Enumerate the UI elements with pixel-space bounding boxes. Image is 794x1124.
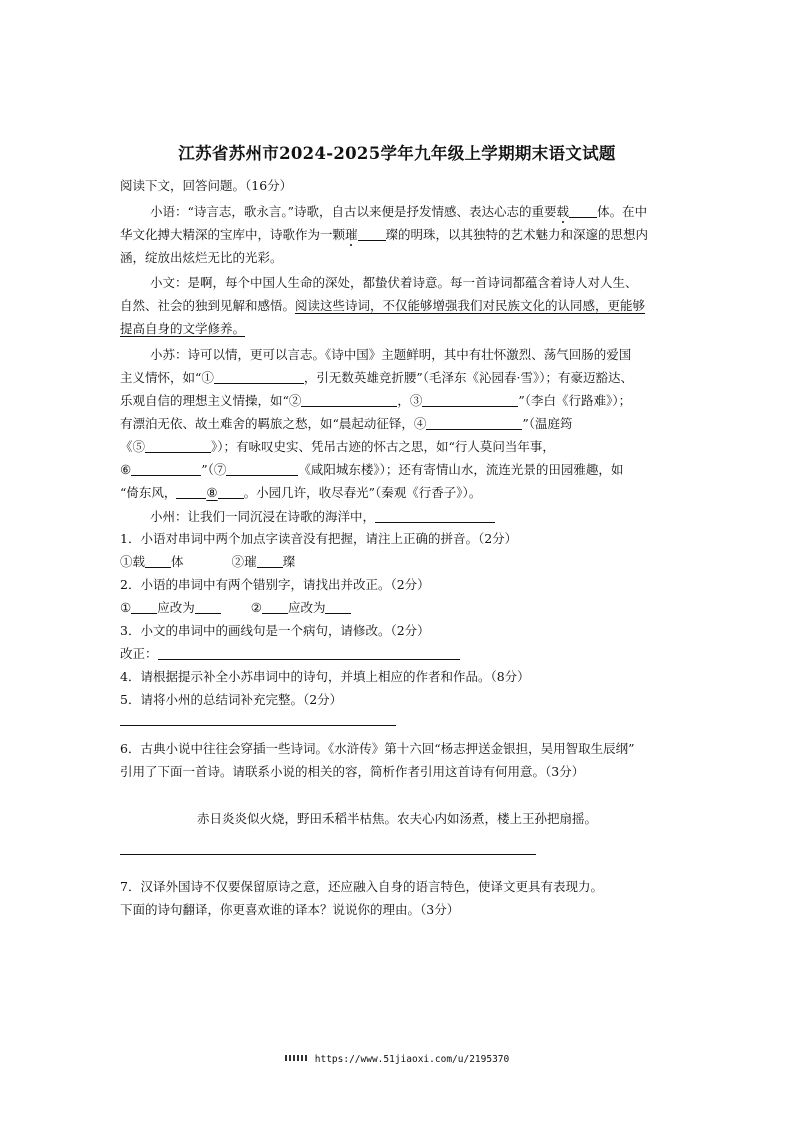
answer-2-blank-1[interactable] (131, 601, 157, 614)
p1-line-1: 小语：“诗言志，歌永言。”诗歌，自古以来便是抒发情感、表达心志的重要载 体。在中 (150, 204, 648, 219)
blank-3[interactable] (422, 394, 518, 407)
intro-instruction: 阅读下文，回答问题。（16分） (120, 178, 293, 193)
p3-line-4: 有漂泊无依、故土难舍的羁旅之愁，如“晨起动征铎，④ ”（温庭筠 (120, 416, 573, 431)
p3-line-1: 小苏：诗可以情，更可以言志。《诗中国》主题鲜明，其中有壮怀激烈、荡气回肠的爱国 (150, 347, 632, 362)
answer-6-line[interactable] (120, 854, 536, 855)
blank-8-marker: ⑧ (206, 485, 218, 500)
question-6-line-1: 6．古典小说中往往会穿插一些诗词。《水浒传》第十六回“杨志押送金银担，吴用智取生辰纲” (120, 741, 635, 756)
p2-line-1: 小文：是啊，每个中国人生命的深处，都蛰伏着诗意。每一首诗词都蕴含着诗人对人生、 (150, 275, 638, 290)
question-7-line-2: 下面的诗句翻译，你更喜欢谁的译本？说说你的理由。（3分） (120, 902, 460, 917)
p3-line-7: “倚东风， ⑧ 。小园几许，收尽春光”（秦观《行香子》）。 (120, 485, 482, 500)
blank-6[interactable] (131, 463, 201, 476)
question-3: 3．小文的串词中的画线句是一个病句，请修改。（2分） (120, 623, 430, 638)
blank-4[interactable] (426, 417, 522, 430)
answer-1-blank-1[interactable] (145, 555, 171, 568)
answer-3-blank[interactable] (158, 647, 460, 660)
answer-2: ① 应改为 ② 应改为 (120, 600, 351, 616)
footer-url[interactable]: https://www.51jiaoxi.com/u/2195370 (314, 1054, 510, 1065)
blank-pinyin-1 (569, 205, 597, 218)
blank-5[interactable] (145, 440, 211, 453)
p1-line-3: 涵，绽放出炫烂无比的光彩。 (120, 250, 283, 265)
footer-watermark (0, 1054, 794, 1065)
answer-2-blank-2[interactable] (195, 601, 221, 614)
blank-summary[interactable] (375, 510, 495, 523)
p3-line-2: 主义情怀，如“① ，引无数英雄竞折腰”（毛泽东《沁园春·雪》）；有豪迈豁达、 (120, 370, 634, 385)
p4-line: 小州：让我们一同沉浸在诗歌的海洋中， (150, 509, 495, 525)
answer-2-blank-3[interactable] (262, 601, 288, 614)
blank-8a[interactable] (176, 486, 206, 499)
blank-8b[interactable] (218, 486, 244, 499)
page-title: 江苏省苏州市2024-2025学年九年级上学期期末语文试题 (178, 144, 616, 163)
answer-3: 改正： (120, 646, 460, 662)
p2-line-3 (120, 321, 245, 337)
answer-1-blank-2[interactable] (257, 555, 283, 568)
question-5: 5．请将小州的总结词补充完整。（2分） (120, 692, 343, 707)
answer-2-blank-4[interactable] (325, 601, 351, 614)
dotted-char-2: 璀 (345, 227, 358, 242)
answer-5-line[interactable] (120, 725, 396, 726)
blank-7[interactable] (226, 463, 298, 476)
p1-line-2: 华文化搏大精深的宝库中，诗歌作为一颗璀 璨的明珠，以其独特的艺术魅力和深邃的思想内 (120, 227, 649, 242)
underlined-sentence-cont: 提高自身的文学修养。 (120, 321, 246, 336)
p2-line-2: 自然、社会的独到见解和感悟。阅读这些诗词，不仅能够增强我们对民族文化的认同感，更能够 (120, 298, 646, 313)
blank-2[interactable] (301, 394, 397, 407)
p3-line-3: 乐观自信的理想主义情操，如“② ，③ ”（李白《行路难》）； (120, 393, 632, 408)
question-6-line-2: 引用了下面一首诗。请联系小说的相关的容，简析作者引用这首诗有何用意。（3分） (120, 764, 585, 779)
underlined-sentence: 阅读这些诗词，不仅能够增强我们对民族文化的认同感，更能够 (295, 298, 646, 313)
p3-line-6: ⑥ ”（⑦ 《咸阳城东楼》）；还有寄情山水，流连光景的田园雅趣，如 (120, 462, 624, 477)
question-4: 4．请根据提示补全小苏串词中的诗句，并填上相应的作者和作品。（8分） (120, 669, 530, 684)
question-2: 2．小语的串词中有两个错别字，请找出并改正。（2分） (120, 577, 430, 592)
dotted-char-1: 载 (556, 204, 570, 219)
answer-1: ①载 体 ②璀 璨 (120, 554, 296, 569)
blank-pinyin-2 (358, 228, 386, 241)
blank-1[interactable] (214, 371, 304, 384)
question-7-line-1: 7．汉译外国诗不仅要保留原诗之意，还应融入自身的语言特色，使译文更具有表现力。 (120, 879, 603, 894)
site-logo-icon (285, 1055, 309, 1061)
question-1: 1．小语对串词中两个加点字读音没有把握，请注上正确的拼音。（2分） (120, 531, 518, 546)
quoted-poem: 赤日炎炎似火烧，野田禾稻半枯焦。农夫心内如汤煮，楼上王孙把扇摇。 (196, 811, 597, 826)
p3-line-5: 《⑤ 》）；有咏叹史实、凭吊古迹的怀古之思，如“行人莫问当年事， (120, 439, 555, 454)
